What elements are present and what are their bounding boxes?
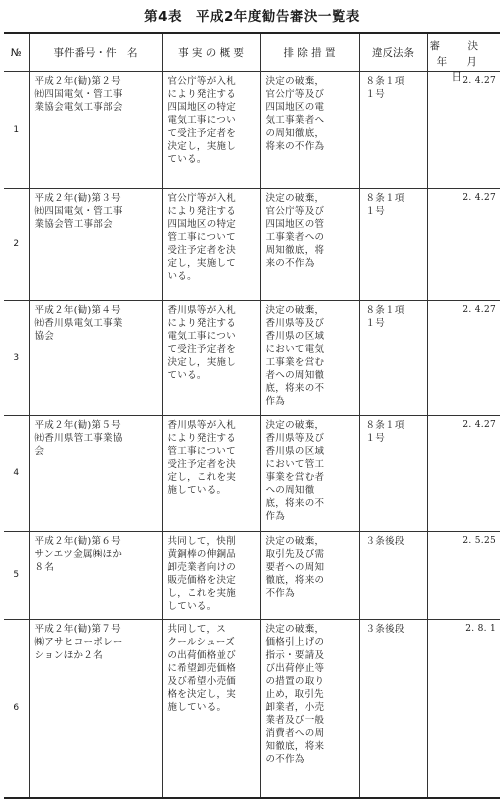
violated-article: ８条１項 １号 [365,193,405,217]
table-row [4,72,500,189]
fact-cell [162,189,260,301]
elimination-measure: 決定の破棄， 官公庁等及び 四国地区の電 気工事業者へ の周知徹底， 将来の不作為 [265,76,325,152]
elimination-measure: 決定の破棄， 香川県等及び 香川県の区域 において電気 工事業を営む 者への周知徹 底，将来の不 作為 [265,305,325,407]
table-row [4,620,500,798]
decision-date: 2. 4.27 [462,305,496,315]
date-cell [427,532,500,620]
fact-summary: 共同して，快削 黄銅棒の伸銅品 卸売業者向けの 販売価格を決定 し，これを実施 している。 [167,536,237,612]
law-cell [359,416,427,532]
row-number: 4 [4,416,29,532]
date-cell [427,72,500,189]
case-name: 平成２年(勧)第３号 ㈳四国電気・管工事 業協会管工事部会 [34,193,123,230]
date-cell [427,301,500,416]
violated-article: ８条１項 １号 [365,305,405,329]
law-cell [359,189,427,301]
law-cell [359,620,427,798]
case-name: 平成２年(勧)第６号 サンエツ金属㈱ほか ８名 [34,536,123,573]
fact-cell [162,416,260,532]
fact-cell [162,72,260,189]
row-number: 6 [4,620,29,798]
law-cell [359,532,427,620]
fact-summary: 香川県等が入札 により発注する 管工事について 受注予定者を決 定し，これを実 施している。 [167,420,237,496]
row-number: 2 [4,189,29,301]
header-row [4,33,500,72]
violated-article: ８条１項 １号 [365,76,405,100]
measure-cell [260,620,359,798]
header-date-top: 審 決 [429,40,490,52]
case-cell [29,532,162,620]
case-cell [29,620,162,798]
recommendation-decisions-table [4,32,500,799]
measure-cell [260,72,359,189]
measure-cell [260,532,359,620]
row-number: 5 [4,532,29,620]
header-date-bottom: 年 月 日 [436,56,485,83]
header-case: 事件番号・件 名 [29,33,162,72]
law-cell [359,301,427,416]
table-row [4,301,500,416]
violated-article: ３条後段 [365,536,405,547]
date-cell [427,189,500,301]
header-measure: 排 除 措 置 [260,33,359,72]
violated-article: ８条１項 １号 [365,420,405,444]
elimination-measure: 決定の破棄， 価格引上げの 指示・要請及 び出荷停止等 の措置の取り 止め，取引先 卸業者，小売 業者及び一般 消費者への周 知徹底，将来 の不作為 [265,624,325,765]
case-name: 平成２年(勧)第７号 ㈱アサヒコーポレー ションほか２名 [34,624,123,661]
header-no: № [4,33,29,72]
fact-cell [162,301,260,416]
decision-date: 2. 4.27 [462,193,496,203]
row-number: 1 [4,72,29,189]
decision-date: 2. 5.25 [462,536,496,546]
case-name: 平成２年(勧)第４号 ㈳香川県電気工事業 協会 [34,305,123,342]
case-name: 平成２年(勧)第５号 ㈳香川県管工事業協 会 [34,420,123,457]
table-title: 第4表 平成2年度勧告審決一覧表 [144,9,360,25]
table-row [4,189,500,301]
decision-date: 2. 4.27 [462,76,496,86]
fact-cell [162,532,260,620]
measure-cell [260,189,359,301]
row-number: 3 [4,301,29,416]
date-cell [427,620,500,798]
fact-summary: 共同して，ス クールシューズ の出荷価格並び に希望卸売価格 及び希望小売価 格を決定し，実 施している。 [167,624,237,713]
measure-cell [260,416,359,532]
law-cell [359,72,427,189]
violated-article: ３条後段 [365,624,405,635]
fact-summary: 香川県等が入札 により発注する 電気工事につい て受注予定者を 決定し，実施し ている。 [167,305,237,381]
case-name: 平成２年(勧)第２号 ㈳四国電気・管工事 業協会電気工事部会 [34,76,123,113]
fact-summary: 官公庁等が入札 により発注する 四国地区の特定 電気工事につい て受注予定者を 決定し，実施し ている。 [167,76,237,165]
case-cell [29,72,162,189]
header-law: 違反法条 [359,33,427,72]
case-cell [29,416,162,532]
fact-summary: 官公庁等が入札 により発注する 四国地区の特定 管工事について 受注予定者を決 定し，実施して いる。 [167,193,237,282]
case-cell [29,189,162,301]
elimination-measure: 決定の破棄， 香川県等及び 香川県の区域 において管工 事業を営む者 への周知徹 底，将来の不 作為 [265,420,325,522]
decision-date: 2. 4.27 [462,420,496,430]
elimination-measure: 決定の破棄， 官公庁等及び 四国地区の管 工事業者への 周知徹底，将 来の不作為 [265,193,325,269]
table-row [4,532,500,620]
date-cell [427,416,500,532]
case-cell [29,301,162,416]
fact-cell [162,620,260,798]
elimination-measure: 決定の破棄， 取引先及び需 要者への周知 徹底，将来の 不作為 [265,536,325,599]
table-row [4,416,500,532]
measure-cell [260,301,359,416]
decision-date: 2. 8. 1 [465,624,496,634]
header-fact: 事 実 の 概 要 [162,33,260,72]
